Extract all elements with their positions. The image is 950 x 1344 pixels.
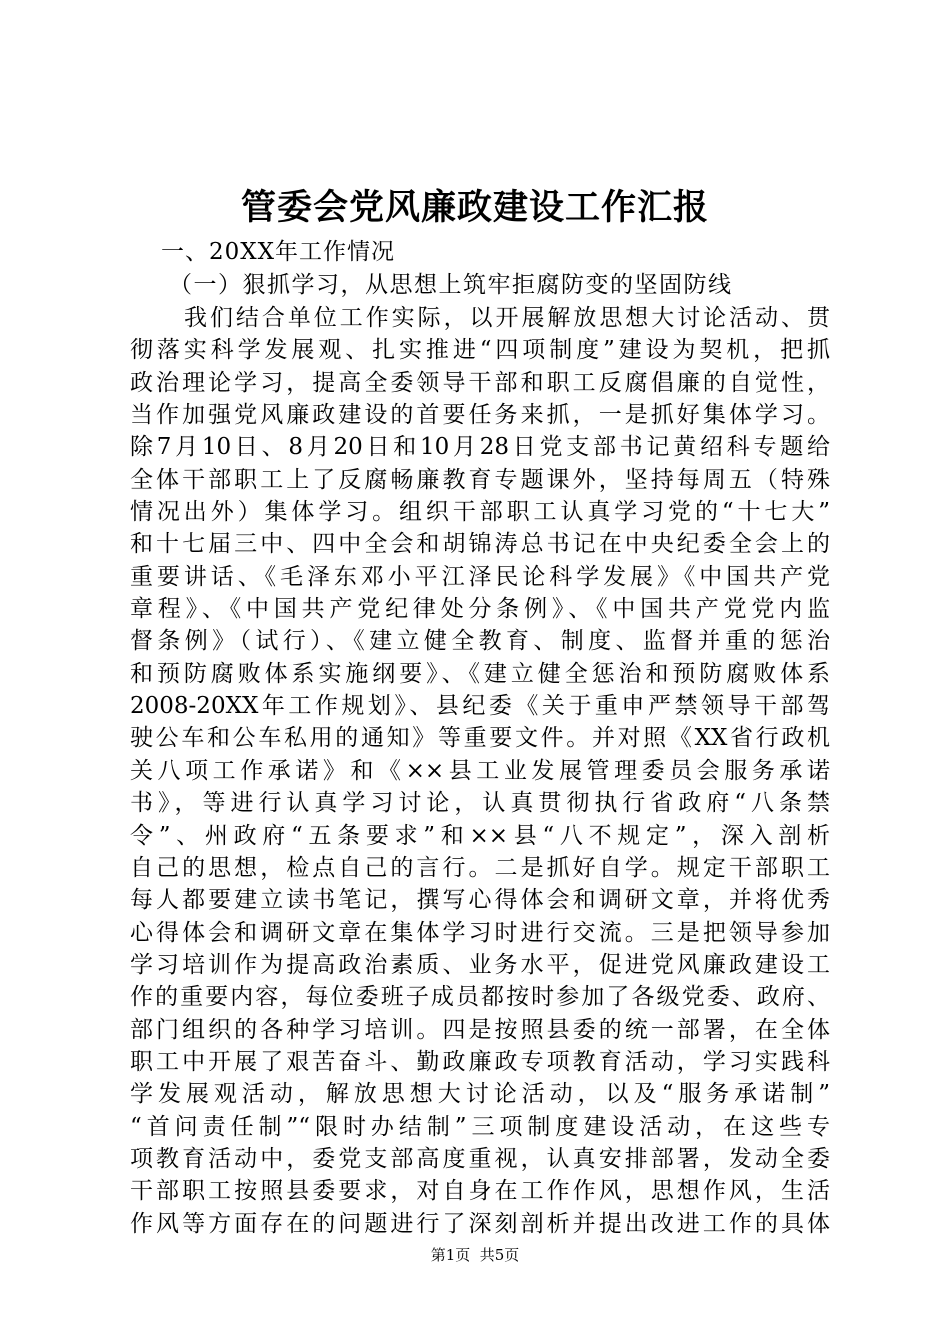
body-line: 职工中开展了艰苦奋斗、勤政廉政专项教育活动，学习实践科 <box>130 1048 830 1075</box>
body-line: 项教育活动中，委党支部高度重视，认真安排部署，发动全委 <box>130 1145 830 1172</box>
body-paragraph <box>130 302 830 1240</box>
body-line: 情况出外）集体学习。组织干部职工认真学习党的“十七大” <box>130 499 830 526</box>
section-heading: 一、20XX年工作情况 <box>161 239 396 265</box>
body-line: 督条例》（试行）、《建立健全教育、制度、监督并重的惩治 <box>130 628 830 655</box>
body-line: 除7月10日、8月20日和10月28日党支部书记黄绍科专题给 <box>130 434 830 461</box>
body-line: 自己的思想，检点自己的言行。二是抓好自学。规定干部职工 <box>130 854 830 881</box>
body-line: 2008-20XX年工作规划》、县纪委《关于重申严禁领导干部驾 <box>130 693 830 720</box>
body-line: 彻落实科学发展观、扎实推进“四项制度”建设为契机，把抓 <box>130 337 830 364</box>
body-line: 驶公车和公车私用的通知》等重要文件。并对照《XX省行政机 <box>130 725 830 752</box>
body-line: 学习培训作为提高政治素质、业务水平，促进党风廉政建设工 <box>130 951 830 978</box>
body-line: 作风等方面存在的问题进行了深刻剖析并提出改进工作的具体 <box>130 1210 830 1237</box>
body-line: 政治理论学习，提高全委领导干部和职工反腐倡廉的自觉性， <box>130 369 830 396</box>
body-line: 令”、州政府“五条要求”和××县“八不规定”，深入剖析 <box>130 822 830 849</box>
body-line: 我们结合单位工作实际，以开展解放思想大讨论活动、贯 <box>184 305 830 331</box>
body-line: 作的重要内容，每位委班子成员都按时参加了各级党委、政府、 <box>130 984 830 1011</box>
body-line: 部门组织的各种学习培训。四是按照县委的统一部署，在全体 <box>130 1016 830 1043</box>
subsection-heading: （一）狠抓学习，从思想上筑牢拒腐防变的坚固防线 <box>169 272 733 298</box>
page-number: 第1页 共5页 <box>430 1246 520 1264</box>
body-line: 和十七届三中、四中全会和胡锦涛总书记在中央纪委全会上的 <box>130 531 830 558</box>
body-line: 和预防腐败体系实施纲要》、《建立健全惩治和预防腐败体系 <box>130 660 830 687</box>
body-line: 重要讲话、《毛泽东邓小平江泽民论科学发展》《中国共产党 <box>130 563 830 590</box>
body-line: 章程》、《中国共产党纪律处分条例》、《中国共产党党内监 <box>130 596 830 623</box>
body-line: 关八项工作承诺》和《××县工业发展管理委员会服务承诺 <box>130 757 830 784</box>
body-line: 书》，等进行认真学习讨论，认真贯彻执行省政府“八条禁 <box>130 790 830 817</box>
body-line: “首问责任制”“限时办结制”三项制度建设活动，在这些专 <box>130 1113 830 1140</box>
body-line: 每人都要建立读书笔记，撰写心得体会和调研文章，并将优秀 <box>130 887 830 914</box>
body-line: 干部职工按照县委要求，对自身在工作作风，思想作风，生活 <box>130 1178 830 1205</box>
body-line: 学发展观活动，解放思想大讨论活动，以及“服务承诺制” <box>130 1081 830 1108</box>
body-line: 全体干部职工上了反腐畅廉教育专题课外，坚持每周五（特殊 <box>130 466 830 493</box>
body-line: 当作加强党风廉政建设的首要任务来抓，一是抓好集体学习。 <box>130 402 830 429</box>
body-line: 心得体会和调研文章在集体学习时进行交流。三是把领导参加 <box>130 919 830 946</box>
document-title: 管委会党风廉政建设工作汇报 <box>240 187 709 228</box>
